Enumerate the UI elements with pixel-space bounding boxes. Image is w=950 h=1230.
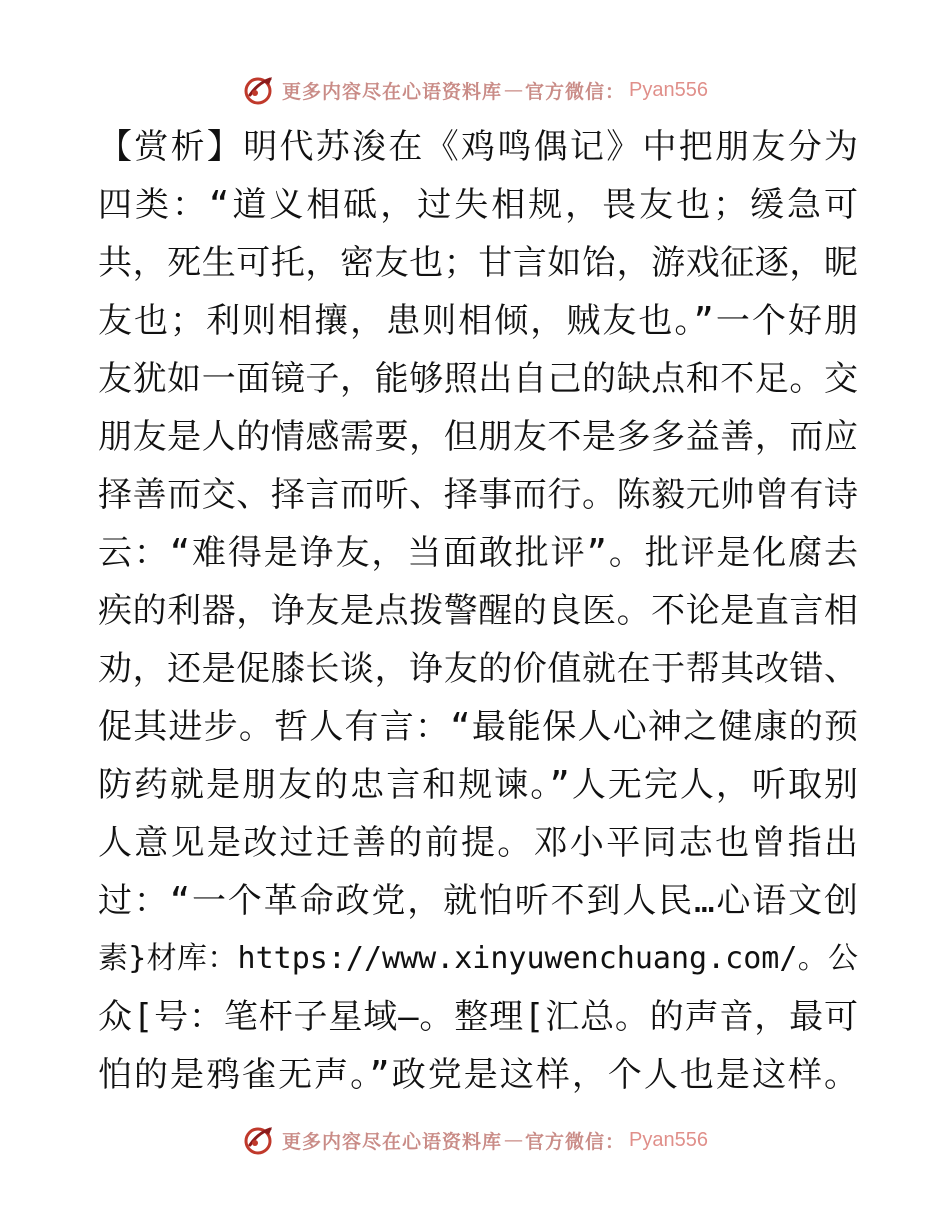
- article-body: [98, 118, 858, 1104]
- text-line: 怕的是鸦雀无声。”政党是这样，个人也是这样。: [98, 1055, 858, 1095]
- banner-wechat-label: 官方微信：: [525, 80, 626, 103]
- pen-swirl-logo-icon: [242, 1123, 276, 1157]
- text-line: 四类：“道义相砥，过失相规，畏友也；缓急可: [98, 185, 858, 225]
- banner-title: 更多内容尽在心语资料库: [282, 1130, 503, 1153]
- text-line: 【赏析】明代苏浚在《鸡鸣偶记》中把朋友分为: [98, 127, 858, 167]
- text-line: 云：“难得是诤友，当面敢批评”。批评是化腐去: [98, 533, 858, 573]
- text-line: 防药就是朋友的忠言和规谏。”人无完人，听取别: [98, 765, 858, 805]
- text-line: 众[号：笔杆子星域—。整理[汇总。的声音，最可: [98, 997, 858, 1037]
- banner-title: 更多内容尽在心语资料库: [282, 80, 503, 103]
- text-line: 共，死生可托，密友也；甘言如饴，游戏征逐，昵: [98, 243, 858, 283]
- banner-separator: —: [504, 1129, 524, 1151]
- text-line: 择善而交、择言而听、择事而行。陈毅元帅曾有诗: [98, 475, 858, 515]
- footer-banner: [0, 1120, 950, 1160]
- pen-swirl-logo-icon: [242, 73, 276, 107]
- text-line: 疾的利器，诤友是点拨警醒的良医。不论是直言相: [98, 591, 858, 631]
- banner-wechat-id: Pyan556: [629, 78, 708, 101]
- text-line: 素}材库：https://www.xinyuwenchuang.com/。公: [98, 941, 858, 976]
- header-banner: [0, 70, 950, 110]
- banner-wechat-id: Pyan556: [629, 1128, 708, 1151]
- text-line: 友也；利则相攘，患则相倾，贼友也。”一个好朋: [98, 301, 858, 341]
- text-line: 友犹如一面镜子，能够照出自己的缺点和不足。交: [98, 359, 858, 399]
- text-line: 过：“一个革命政党，就怕听不到人民…心语文创: [98, 881, 858, 921]
- banner-wechat-label: 官方微信：: [525, 1130, 626, 1153]
- text-line: 劝，还是促膝长谈，诤友的价值就在于帮其改错、: [98, 649, 858, 689]
- text-line: 人意见是改过迁善的前提。邓小平同志也曾指出: [98, 823, 858, 863]
- text-line: 促其进步。哲人有言：“最能保人心神之健康的预: [98, 707, 858, 747]
- banner-separator: —: [504, 79, 524, 101]
- text-line: 朋友是人的情感需要，但朋友不是多多益善，而应: [98, 417, 858, 457]
